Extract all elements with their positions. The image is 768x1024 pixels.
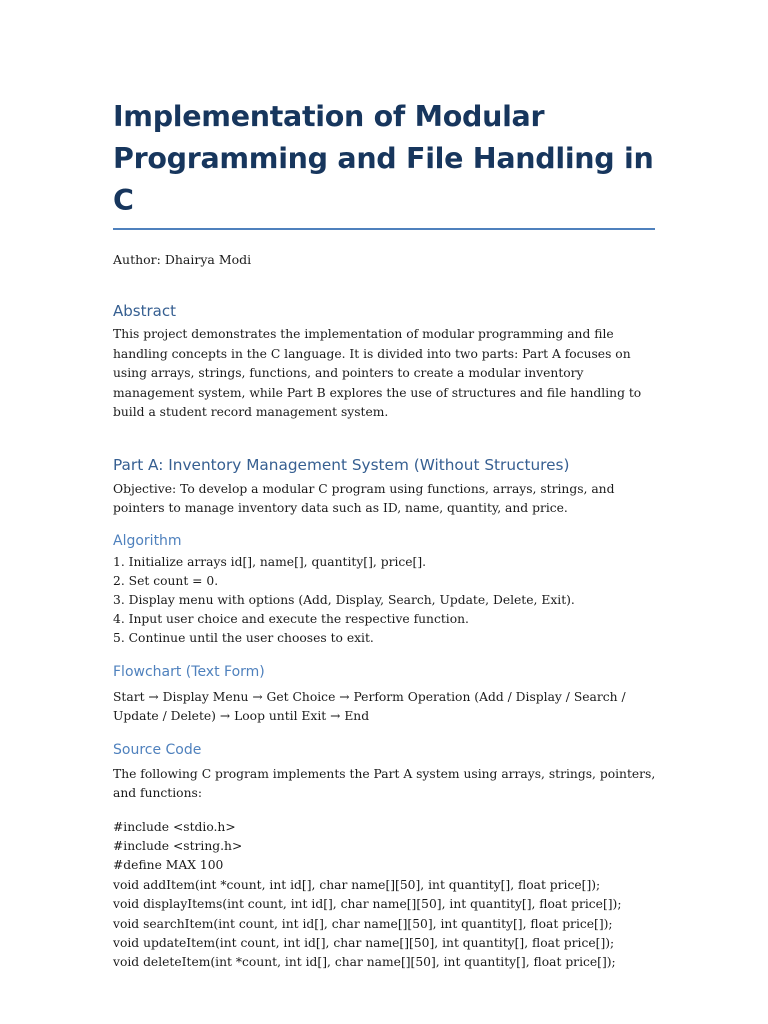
flowchart-text: Start → Display Menu → Get Choice → Perform Operation (Add / Display / Search / Update / Delete) → Loop until Exit → End: [113, 689, 626, 724]
flowchart-heading: Flowchart (Text Form): [113, 663, 265, 680]
algorithm-step: 2. Set count = 0.: [113, 573, 219, 588]
document-page: [113, 96, 658, 973]
algorithm-step: 4. Input user choice and execute the respective function.: [113, 612, 469, 627]
code-line: void updateItem(int count, int id[], char name[][50], int quantity[], float price[]);: [113, 935, 615, 950]
code-line: void searchItem(int count, int id[], char name[][50], int quantity[], float price[]);: [113, 916, 613, 931]
abstract-heading: Abstract: [113, 302, 176, 320]
title-underline: [113, 228, 655, 230]
code-block: [113, 818, 658, 973]
code-line: #include <string.h>: [113, 838, 243, 853]
source-code-heading: Source Code: [113, 741, 202, 758]
abstract-paragraph: This project demonstrates the implementation of modular programming and file handling concepts in the C language. It is divided into two parts: Part A focuses on using arrays, strings, functions, and pointers to create a modular inventory management system, while Part B explores the use of structures and file handling to build a student record management system.: [113, 327, 642, 419]
code-line: void deleteItem(int *count, int id[], char name[][50], int quantity[], float price[]);: [113, 955, 616, 970]
code-line: #define MAX 100: [113, 858, 224, 873]
algorithm-steps: [113, 553, 658, 649]
title-line-2: Programming and File Handling in C: [113, 142, 654, 217]
algorithm-step: 3. Display menu with options (Add, Display, Search, Update, Delete, Exit).: [113, 592, 575, 607]
code-line: #include <stdio.h>: [113, 819, 236, 834]
part-a-heading: Part A: Inventory Management System (Without Structures): [113, 455, 570, 474]
algorithm-step: 5. Continue until the user chooses to exit.: [113, 631, 374, 646]
algorithm-step: 1. Initialize arrays id[], name[], quantity[], price[].: [113, 554, 427, 569]
title-line-1: Implementation of Modular: [113, 100, 545, 133]
source-code-intro: The following C program implements the Part A system using arrays, strings, pointers, and functions:: [113, 766, 656, 801]
part-a-objective: Objective: To develop a modular C program using functions, arrays, strings, and pointers to manage inventory data such as ID, name, quantity, and price.: [113, 481, 615, 515]
author-line: Author: Dhairya Modi: [113, 252, 252, 267]
algorithm-heading: Algorithm: [113, 532, 182, 549]
code-line: void addItem(int *count, int id[], char name[][50], int quantity[], float price[]);: [113, 877, 601, 892]
code-line: void displayItems(int count, int id[], char name[][50], int quantity[], float price[]);: [113, 897, 622, 912]
document-title: [113, 96, 658, 222]
